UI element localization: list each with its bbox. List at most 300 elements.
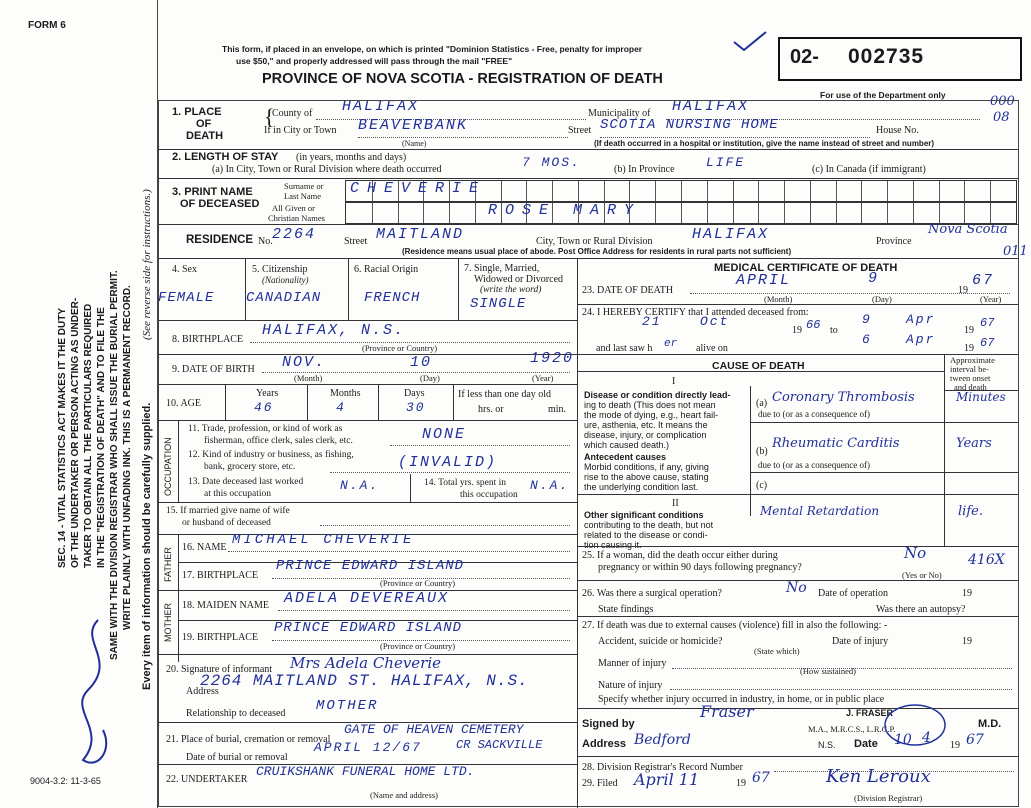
side-instruction-7: (See reverse side for instructions.)	[141, 189, 153, 340]
sign-year-prefix: 19	[950, 740, 960, 751]
father-birthplace-label: 17. BIRTHPLACE	[182, 570, 259, 581]
dob-month-sub: (Month)	[294, 373, 323, 383]
department-code-1: 000	[990, 94, 1015, 109]
check-mark-icon	[730, 28, 770, 58]
county-label: County of	[272, 108, 313, 119]
letter-cell-divider	[758, 203, 759, 223]
letter-cell-divider	[526, 181, 527, 201]
municipality-label: Municipality of	[588, 108, 651, 119]
given-cell-row	[345, 202, 1017, 224]
marital-value: SINGLE	[470, 296, 527, 312]
letter-cell-divider	[733, 203, 734, 223]
letter-cell-divider	[707, 203, 708, 223]
other-3: related to the disease or condi-	[584, 530, 708, 540]
age-days-value: 30	[406, 400, 426, 415]
min-label: min.	[548, 404, 567, 415]
dob-year-sub: (Year)	[532, 373, 554, 383]
stay-a-label: (a) In City, Town or Rural Division where death occurred	[212, 164, 442, 175]
burial-date-label: Date of burial or removal	[186, 752, 288, 763]
attend-to-month: Apr	[906, 312, 936, 327]
occupation-side-label: OCCUPATION	[163, 437, 173, 496]
marital-label-1: 7. Single, Married,	[464, 263, 540, 274]
cause-b-interval: Years	[956, 436, 992, 451]
letter-cell-divider	[681, 203, 682, 223]
antecedent-4: the underlying condition last.	[584, 482, 699, 492]
rule-m6	[577, 708, 1018, 709]
surname-label-2: Last Name	[284, 191, 322, 201]
cause-a-interval: Minutes	[956, 390, 1006, 404]
q14-label-1: 14. Total yrs. spent in	[424, 478, 507, 488]
street-value: SCOTIA NURSING HOME	[600, 117, 779, 133]
v-age-3	[378, 384, 379, 420]
father-name-label: 16. NAME	[182, 542, 227, 553]
letter-cell-divider	[784, 203, 785, 223]
cause-a-value: Coronary Thrombosis	[772, 390, 915, 405]
interval-label-2: interval be-	[950, 364, 989, 374]
q13-value: N.A.	[340, 478, 380, 493]
letter-cell-divider	[861, 181, 862, 201]
center-divider	[577, 258, 578, 808]
q11-value: NONE	[422, 426, 467, 443]
residence-no-label: No.	[258, 236, 273, 247]
due-to-b: due to (or as a consequence of)	[758, 460, 870, 470]
city-value: BEAVERBANK	[358, 117, 469, 134]
attend-from-year: 66	[806, 318, 821, 332]
relationship-label: Relationship to deceased	[186, 708, 286, 719]
q24-label: 24. I HEREBY CERTIFY that I attended deceased from:	[582, 307, 809, 318]
residence-street-label: Street	[344, 236, 368, 247]
filed-year-prefix: 19	[736, 778, 746, 789]
letter-cell-divider	[655, 181, 656, 201]
q25-label-2: pregnancy or within 90 days following pregnancy?	[598, 562, 802, 573]
municipality-value: HALIFAX	[672, 98, 750, 115]
letter-cell-divider	[939, 181, 940, 201]
injury-date-label: Date of injury	[832, 636, 889, 647]
mother-side-label: MOTHER	[163, 603, 173, 642]
side-instruction-3: TAKER TO OBTAIN ALL THE PARTICULARS REQUIRED	[83, 303, 94, 568]
marital-label-2: Widowed or Divorced	[474, 274, 564, 285]
sex-label: 4. Sex	[172, 264, 197, 275]
undertaker-value: CRUIKSHANK FUNERAL HOME LTD.	[256, 764, 475, 779]
side-instruction-6: WRITE PLAINLY WITH UNFADING INK. THIS IS A PERMANENT RECORD.	[122, 285, 133, 630]
relationship-value: MOTHER	[316, 698, 379, 714]
q29-label: 29. Filed	[582, 778, 618, 789]
stay-label: 2. LENGTH OF STAY	[172, 151, 279, 163]
md-label: M.D.	[978, 718, 1002, 730]
age-months-value: 4	[336, 400, 346, 415]
citizenship-label-1: 5. Citizenship	[252, 264, 308, 275]
hospital-note: (If death occurred in a hospital or institution, give the name instead of street and number)	[594, 139, 935, 148]
letter-cell-divider	[501, 181, 502, 201]
section-i-label: I	[672, 376, 676, 387]
dob-day: 10	[410, 354, 433, 371]
informant-address-label: Address	[186, 686, 219, 697]
antecedent-1: Antecedent causes	[584, 452, 667, 462]
last-saw-blank: er	[664, 338, 678, 350]
how-sustained-label: (How sustained)	[800, 666, 856, 676]
date-label: Date	[854, 738, 878, 750]
place-label-2: OF	[196, 118, 212, 130]
letter-cell-divider	[707, 181, 708, 201]
cause-title: CAUSE OF DEATH	[712, 360, 805, 372]
operation-year-prefix: 19	[962, 588, 972, 599]
alive-year: 67	[980, 336, 995, 350]
direct-5: disease, injury, or complication	[584, 430, 707, 440]
letter-cell-divider	[990, 181, 991, 201]
letter-cell-divider	[836, 181, 837, 201]
alive-on-label: alive on	[696, 343, 728, 354]
operation-date-label: Date of operation	[818, 588, 888, 599]
age-months-label: Months	[330, 388, 361, 399]
mother-name-value: ADELA DEVEREAUX	[284, 590, 450, 607]
residence-city-label: City, Town or Rural Division	[536, 236, 653, 247]
informant-sig-label: 20. Signature of informant	[166, 664, 273, 675]
q12-label-1: 12. Kind of industry or business, as fishing,	[188, 450, 354, 460]
margin-scribble-icon	[58, 610, 128, 780]
q11-label-2: fisherman, office clerk, sales clerk, etc.	[204, 436, 353, 446]
q25-value: No	[904, 544, 927, 562]
letter-cell-divider	[372, 203, 373, 223]
burial-place-label: 21. Place of burial, cremation or removal	[166, 734, 331, 745]
v-parents	[178, 534, 179, 662]
q26-label: 26. Was there a surgical operation?	[582, 588, 722, 599]
q11-line	[390, 445, 570, 446]
letter-cell-divider	[990, 203, 991, 223]
q25-label-1: 25. If a woman, did the death occur either during	[582, 550, 778, 561]
letter-cell-divider	[629, 181, 630, 201]
citizenship-value: CANADIAN	[246, 290, 322, 306]
q15-label-2: or husband of deceased	[182, 518, 271, 528]
county-value: HALIFAX	[342, 98, 420, 115]
residence-province-value: Nova Scotia	[928, 222, 1008, 237]
envelope-notice-line-1: This form, if placed in an envelope, on which is printed "Dominion Statistics - Free, penalty for improper	[222, 44, 643, 54]
father-name-line	[228, 551, 570, 552]
letter-cell-divider	[655, 203, 656, 223]
citizenship-label-2: (Nationality)	[262, 275, 309, 285]
rule-top	[158, 100, 1018, 101]
cause-b-label: (b)	[756, 446, 768, 457]
rule-m1	[577, 304, 1018, 305]
q12-line	[330, 472, 570, 473]
residence-province-label: Province	[876, 236, 912, 247]
side-instruction-5: SAME WITH THE DIVISION REGISTRAR WHO SHALL ISSUE THE BURIAL PERMIT.	[109, 270, 120, 660]
letter-cell-divider	[887, 181, 888, 201]
attend-to-prefix: 19	[964, 325, 974, 336]
interval-label-4: and death	[954, 382, 987, 392]
residence-note: (Residence means usual place of abode. Post Office Address for residents in rural parts not sufficient)	[402, 247, 792, 256]
rule-8	[158, 384, 577, 385]
rule-b	[750, 472, 1018, 473]
attend-from-month: Oct	[700, 314, 730, 329]
direct-2: ing to death (This does not mean	[584, 400, 716, 410]
specify-label: Specify whether injury occurred in industry, in home, or in public place	[598, 694, 885, 705]
q13-label-1: 13. Date deceased last worked	[188, 477, 304, 487]
birthplace-sub: (Province or Country)	[362, 343, 438, 353]
house-number-label: House No.	[876, 125, 919, 136]
rule-2	[158, 149, 1018, 150]
manner-label: Manner of injury	[598, 658, 667, 669]
given-names-value: ROSE MARY	[488, 202, 642, 219]
stay-sub: (in years, months and days)	[296, 152, 407, 163]
alive-year-prefix: 19	[964, 343, 974, 354]
department-use-label: For use of the Department only	[820, 90, 946, 100]
death-year-sub: (Year)	[980, 294, 1002, 304]
cause-c-label: (c)	[756, 480, 768, 491]
death-month: APRIL	[736, 272, 792, 289]
stay-a-value: 7 MOS.	[522, 155, 581, 170]
sign-date-month: 4	[922, 730, 931, 746]
signed-by-label: Signed by	[582, 718, 635, 730]
letter-cell-divider	[449, 203, 450, 223]
side-instruction-1: SEC. 14 - VITAL STATISTICS ACT MAKES IT THE DUTY	[57, 307, 68, 568]
stamp-circle-icon	[880, 700, 950, 750]
registrar-signature: Ken Leroux	[826, 766, 931, 787]
attend-to-year: 67	[980, 316, 995, 330]
direct-3: the mode of dying, e.g., heart fail-	[584, 410, 719, 420]
rule-a	[750, 422, 1018, 423]
burial-date-value: APRIL 12/67	[314, 740, 422, 755]
father-birthplace-sub: (Province or Country)	[380, 578, 456, 588]
mother-birthplace-value: PRINCE EDWARD ISLAND	[274, 620, 463, 636]
mother-name-label: 18. MAIDEN NAME	[182, 600, 269, 611]
city-label: If in City or Town	[264, 125, 337, 136]
cause-a-label: (a)	[756, 398, 768, 409]
medical-title: MEDICAL CERTIFICATE OF DEATH	[714, 262, 898, 274]
letter-cell-divider	[964, 203, 965, 223]
print-name-label-2: OF DECEASED	[180, 198, 260, 210]
street-line	[600, 137, 870, 138]
doctor-degrees: M.A., M.R.C.S., L.R.C.P.	[808, 724, 896, 734]
state-which-label: (State which)	[754, 646, 800, 656]
cause-b-value: Rheumatic Carditis	[772, 436, 900, 451]
q11-label-1: 11. Trade, profession, or kind of work as	[188, 424, 343, 434]
v-age-2	[307, 384, 308, 420]
nature-line	[670, 689, 1012, 690]
letter-cell-divider	[784, 181, 785, 201]
residence-no-value: 2264	[272, 226, 317, 243]
age-label: 10. AGE	[166, 398, 201, 409]
rule-m3	[577, 546, 1018, 547]
informant-signature: Mrs Adela Cheverie	[290, 654, 442, 672]
autopsy-label: Was there an autopsy?	[876, 604, 966, 615]
rule-m5	[577, 616, 1018, 617]
hrs-label: hrs. or	[478, 404, 504, 415]
injury-year-prefix: 19	[962, 636, 972, 647]
undertaker-sub: (Name and address)	[370, 790, 438, 800]
v-age-4	[453, 384, 454, 420]
envelope-notice-line-2: use $50," and properly addressed will pass through the mail "FREE"	[236, 56, 513, 66]
department-code-2: 08	[993, 110, 1010, 125]
registration-prefix: 02-	[790, 46, 819, 68]
rule-10	[158, 502, 577, 503]
side-instruction-2: OF THE UNDERTAKER OR PERSON ACTING AS UNDER-	[70, 297, 81, 568]
letter-cell-divider	[423, 203, 424, 223]
mother-name-line	[278, 610, 570, 611]
section-ii-label: II	[672, 498, 679, 509]
accident-label: Accident, suicide or homicide?	[598, 636, 723, 647]
physician-province: N.S.	[818, 740, 836, 750]
surname-label-1: Surname or	[284, 181, 324, 191]
antecedent-3: rise to the above cause, stating	[584, 472, 709, 482]
residence-street-value: MAITLAND	[376, 226, 465, 243]
letter-cell-divider	[578, 181, 579, 201]
letter-cell-divider	[964, 181, 965, 201]
stay-b-value: LIFE	[706, 155, 746, 170]
dob-day-sub: (Day)	[420, 373, 440, 383]
due-to-a: due to (or as a consequence of)	[758, 409, 870, 419]
other-1: Other significant conditions	[584, 510, 704, 520]
q14-value: N.A.	[530, 478, 570, 493]
interval-label-1: Approximate	[950, 355, 995, 365]
rule-m7	[577, 756, 1018, 757]
mother-birthplace-label: 19. BIRTHPLACE	[182, 632, 259, 643]
dob-year: 1920	[530, 350, 575, 367]
stay-b-label: (b) In Province	[614, 164, 675, 175]
age-years-label: Years	[256, 388, 279, 399]
letter-cell-divider	[398, 203, 399, 223]
alive-day: 6	[862, 332, 872, 347]
letter-cell-divider	[604, 181, 605, 201]
cause-brace	[750, 386, 751, 516]
place-label-3: DEATH	[186, 130, 224, 142]
rule-5	[158, 258, 1018, 259]
letter-cell-divider	[681, 181, 682, 201]
registration-number-box	[778, 37, 1022, 81]
q28-label: 28. Division Registrar's Record Number	[582, 762, 743, 773]
form-title: PROVINCE OF NOVA SCOTIA - REGISTRATION OF DEATH	[262, 71, 663, 87]
v-sex	[245, 258, 246, 320]
informant-address: 2264 MAITLAND ST. HALIFAX, N.S.	[200, 672, 529, 690]
q26-value: No	[786, 580, 807, 596]
less-than-day-label: If less than one day old	[458, 389, 552, 400]
father-name-value: MICHAEL CHEVERIE	[232, 532, 415, 548]
v-age-1	[225, 384, 226, 420]
mother-birthplace-sub: (Province or Country)	[380, 641, 456, 651]
age-years-value: 46	[254, 400, 274, 415]
residence-city-value: HALIFAX	[692, 226, 770, 243]
attend-to-label: to	[830, 325, 838, 336]
interval-label-3: tween onset	[950, 373, 991, 383]
form-number: FORM 6	[28, 20, 66, 31]
v-q14	[410, 474, 411, 502]
q23-label: 23. DATE OF DEATH	[582, 285, 674, 296]
sign-date-day: 10	[894, 732, 912, 748]
letter-cell-divider	[939, 203, 940, 223]
attend-to-day: 9	[862, 312, 872, 327]
rule-9	[158, 420, 577, 421]
direct-6: which caused death.)	[584, 440, 670, 450]
filed-year: 67	[752, 770, 770, 786]
letter-cell-divider	[887, 203, 888, 223]
state-findings-label: State findings	[598, 604, 654, 615]
letter-cell-divider	[836, 203, 837, 223]
given-label-1: All Given or	[272, 203, 315, 213]
marital-label-3: (write the word)	[480, 285, 542, 295]
other-cause-value: Mental Retardation	[760, 504, 880, 518]
other-2: contributing to the death, but not	[584, 520, 714, 530]
dob-month: NOV.	[282, 354, 327, 371]
q15-label-1: 15. If married give name of wife	[166, 506, 290, 516]
sign-year: 67	[966, 732, 984, 748]
death-day-sub: (Day)	[872, 294, 892, 304]
father-side-label: FATHER	[163, 547, 173, 582]
attend-from-day: 21	[642, 314, 662, 329]
letter-cell-divider	[913, 181, 914, 201]
undertaker-label: 22. UNDERTAKER	[166, 774, 248, 785]
q25-sub: (Yes or No)	[902, 570, 942, 580]
left-margin-rule	[157, 0, 158, 808]
q14-label-2: this occupation	[460, 490, 518, 500]
doctor-name: J. FRASER	[846, 708, 894, 718]
letter-cell-divider	[733, 181, 734, 201]
racial-label: 6. Racial Origin	[354, 264, 419, 275]
address-label: Address	[582, 738, 627, 750]
filed-date: April 11	[634, 770, 700, 789]
nature-label: Nature of injury	[598, 680, 663, 691]
rule-cause	[577, 371, 944, 372]
death-month-sub: (Month)	[764, 294, 793, 304]
other-cause-interval: life.	[958, 504, 983, 519]
physician-address: Bedford	[634, 732, 691, 748]
print-name-label-1: 3. PRINT NAME	[172, 186, 253, 198]
racial-value: FRENCH	[364, 290, 421, 306]
dob-label: 9. DATE OF BIRTH	[172, 364, 255, 375]
given-label-2: Christian Names	[268, 213, 325, 223]
q27-label: 27. If death was due to external causes (violence) fill in also the following: -	[582, 620, 888, 631]
rule-c	[577, 494, 1018, 495]
letter-cell-divider	[758, 181, 759, 201]
birthplace-label: 8. BIRTHPLACE	[172, 334, 244, 345]
print-code: 9004-3.2: 11-3-65	[30, 776, 101, 786]
city-line	[358, 137, 568, 138]
direct-4: ure, asthenia, etc. It means the	[584, 420, 708, 430]
burial-extra-value: CR SACKVILLE	[456, 738, 543, 752]
antecedent-2: Morbid conditions, if any, giving	[584, 462, 709, 472]
residence-label: RESIDENCE	[186, 234, 254, 246]
death-year-prefix: 19	[958, 285, 968, 296]
death-line	[690, 293, 1010, 294]
city-name-sub: (Name)	[402, 139, 427, 148]
q25-code: 416X	[968, 552, 1005, 568]
death-day: 9	[868, 270, 880, 287]
attend-from-prefix: 19	[792, 325, 802, 336]
surname-value: CHEVERIE	[350, 180, 487, 197]
place-label-1: 1. PLACE	[172, 106, 222, 118]
v-interval	[944, 354, 945, 546]
rule-4	[158, 224, 1018, 225]
rule-6	[158, 320, 577, 321]
bracket-icon: {	[264, 104, 275, 129]
v-occ	[178, 420, 179, 502]
letter-cell-divider	[861, 203, 862, 223]
rule-7	[158, 354, 577, 355]
physician-signature: Fraser	[700, 702, 754, 721]
letter-cell-divider	[810, 203, 811, 223]
q13-label-2: at this occupation	[204, 489, 272, 499]
letter-cell-divider	[913, 203, 914, 223]
death-year: 67	[972, 272, 995, 289]
letter-cell-divider	[552, 181, 553, 201]
q15-line	[320, 525, 570, 526]
alive-month: Apr	[906, 332, 936, 347]
residence-code: 011	[1003, 244, 1028, 259]
father-birthplace-value: PRINCE EDWARD ISLAND	[276, 558, 465, 574]
last-saw-label: and last saw h	[596, 343, 653, 354]
side-instruction-8: Every item of information should be carefully supplied.	[141, 402, 153, 690]
registrar-sub: (Division Registrar)	[854, 793, 923, 803]
q12-label-2: bank, grocery store, etc.	[204, 462, 296, 472]
letter-cell-divider	[475, 203, 476, 223]
